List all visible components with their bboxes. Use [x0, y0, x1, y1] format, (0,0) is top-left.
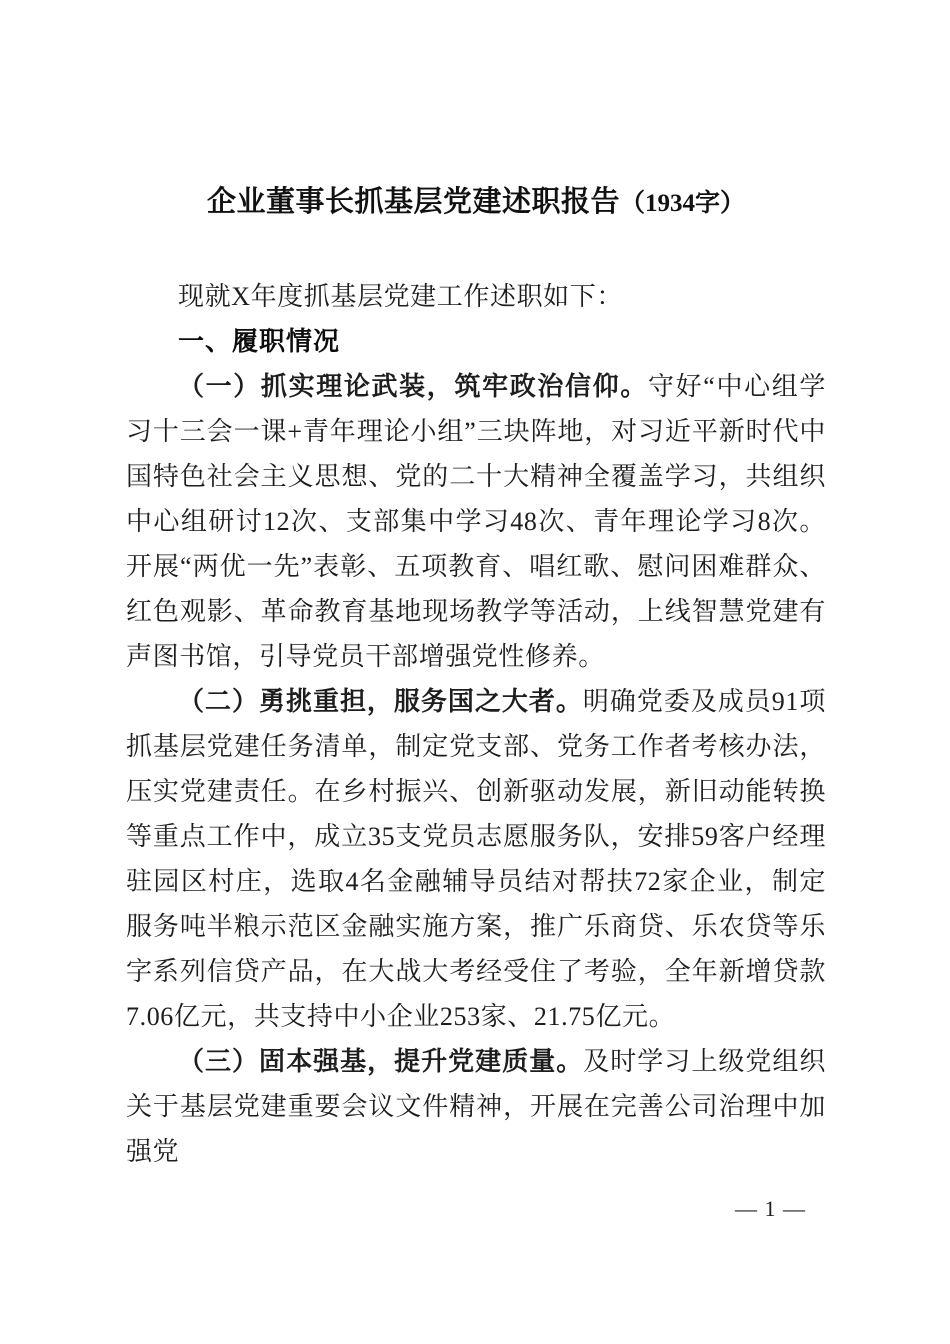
paragraph-3-lead: （三）固本强基，提升党建质量。	[178, 1047, 584, 1076]
paragraph-3-body: 及时学习上级党组织关于基层党建重要会议文件精神，开展在完善公司治理中加强党	[126, 1047, 826, 1166]
paragraph-2	[126, 679, 826, 1039]
page-title-text: 企业董事长抓基层党建述职报告	[206, 186, 620, 218]
paragraph-2-lead: （二）勇挑重担，服务国之大者。	[178, 687, 583, 716]
paragraph-2-body: 明确党委及成员91项抓基层党建任务清单，制定党支部、党务工作者考核办法，压实党建责任。在乡村振兴、创新驱动发展，新旧动能转换等重点工作中，成立35支党员志愿服务队，安排59客户经理驻园区村庄，选取4名金融辅导员结对帮扶72家企业，制定服务吨半粮示范区金融实施方案，推广乐商贷、乐农贷等乐字系列信贷产品，在大战大考经受住了考验，全年新增贷款7.06亿元，共支持中小企业253家、21.75亿元。	[126, 687, 826, 1031]
page-number-footer: — 1 —	[735, 1196, 806, 1221]
document-body	[126, 0, 826, 1174]
paragraph-1-lead: （一）抓实理论武装，筑牢政治信仰。	[178, 372, 648, 401]
paragraph-1-body: 守好“中心组学习十三会一课+青年理论小组”三块阵地，对习近平新时代中国特色社会主义思想、党的二十大精神全覆盖学习，共组织中心组研讨12次、支部集中学习48次、青年理论学习8次。开展“两优一先”表彰、五项教育、唱红歌、慰问困难群众、红色观影、革命教育基地现场教学等活动，上线智慧党建有声图书馆，引导党员干部增强党性修养。	[126, 372, 826, 671]
section-heading-1: 一、履职情况	[178, 326, 341, 356]
intro-paragraph: 现就X年度抓基层党建工作述职如下：	[178, 282, 623, 311]
page-title-wordcount: （1934字）	[620, 190, 746, 217]
paragraph-3	[126, 1039, 826, 1174]
page-title	[126, 0, 826, 224]
paragraph-1	[126, 364, 826, 679]
document-content	[126, 224, 826, 1174]
